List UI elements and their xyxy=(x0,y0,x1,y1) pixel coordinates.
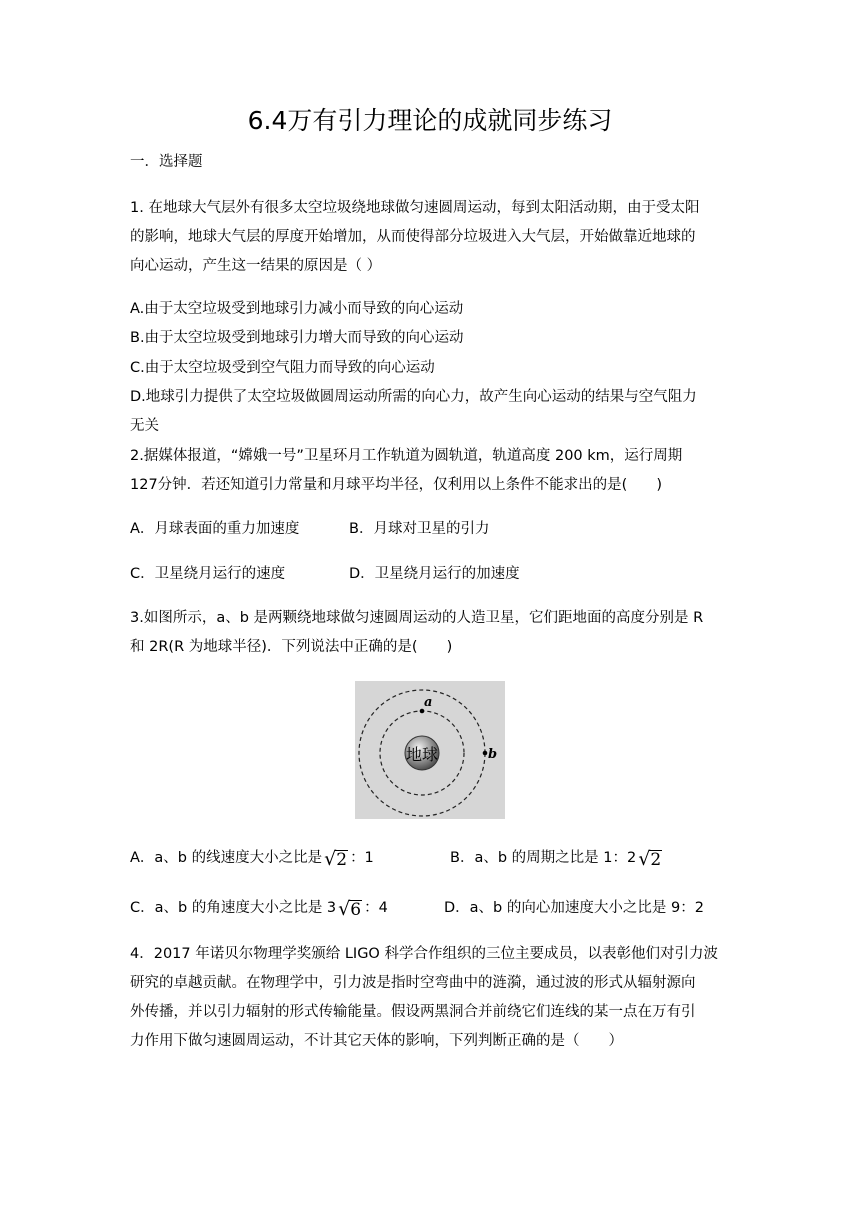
q3-option-c xyxy=(130,898,388,921)
q2-option-c: C．卫星绕月运行的速度 xyxy=(130,566,286,582)
satellite-b-label: b xyxy=(488,747,498,762)
q3-line-1: 3.如图所示，a、b 是两颗绕地球做匀速圆周运动的人造卫星，它们距地面的高度分别是 R xyxy=(130,610,704,626)
q1-option-a: A.由于太空垃圾受到地球引力减小而导致的向心运动 xyxy=(130,301,464,317)
page-title: 6.4万有引力理论的成就同步练习 xyxy=(247,106,613,135)
q3-option-b xyxy=(450,848,664,871)
q1-option-c: C.由于太空垃圾受到空气阻力而导致的向心运动 xyxy=(130,360,435,376)
q2-line-1: 2.据媒体报道，“嫦娥一号”卫星环月工作轨道为圆轨道，轨道高度 200 km，运行周期 xyxy=(130,448,683,464)
q3-option-b-text: B．a、b 的周期之比是 1：2 xyxy=(450,850,637,866)
q3-option-a xyxy=(130,848,374,871)
orbit-diagram xyxy=(355,681,505,819)
q2-line-2: 127分钟．若还知道引力常量和月球平均半径，仅利用以上条件不能求出的是( ) xyxy=(130,477,662,493)
q2-option-a: A．月球表面的重力加速度 xyxy=(130,521,300,537)
q2-option-b: B．月球对卫星的引力 xyxy=(349,521,490,537)
q3-option-c-text: C．a、b 的角速度大小之比是 3 xyxy=(130,900,337,916)
q4-line-3: 外传播，并以引力辐射的形式传输能量。假设两黑洞合并前绕它们连线的某一点在万有引 xyxy=(130,1004,696,1020)
q1-line-1: 1. 在地球大气层外有很多太空垃圾绕地球做匀速圆周运动，每到太阳活动期，由于受太阳 xyxy=(130,200,700,216)
q1-line-2: 的影响，地球大气层的厚度开始增加，从而使得部分垃圾进入大气层，开始做靠近地球的 xyxy=(130,229,696,245)
q1-line-3: 向心运动，产生这一结果的原因是（ ） xyxy=(130,258,382,274)
q3-option-a-text: A．a、b 的线速度大小之比是 xyxy=(130,850,323,866)
sqrt-symbol: √2 xyxy=(638,848,662,870)
sqrt-symbol: √2 xyxy=(324,848,348,870)
q1-option-d-cont: 无关 xyxy=(130,418,159,434)
earth-label: 地球 xyxy=(405,745,439,764)
q3-line-2: 和 2R(R 为地球半径)．下列说法中正确的是( ) xyxy=(130,639,453,655)
q4-line-1: 4．2017 年诺贝尔物理学奖颁给 LIGO 科学合作组织的三位主要成员，以表彰他们对引力波 xyxy=(130,946,718,962)
q3-option-d: D．a、b 的向心加速度大小之比是 9：2 xyxy=(444,900,704,916)
q1-option-d: D.地球引力提供了太空垃圾做圆周运动所需的向心力，故产生向心运动的结果与空气阻力 xyxy=(130,389,697,405)
q3-option-a-ratio: ：1 xyxy=(350,850,374,866)
section-heading: 一．选择题 xyxy=(130,154,203,170)
q2-option-d: D．卫星绕月运行的加速度 xyxy=(349,566,520,582)
q4-line-4: 力作用下做匀速圆周运动，不计其它天体的影响，下列判断正确的是（ ） xyxy=(130,1033,623,1049)
satellite-b xyxy=(483,751,488,756)
orbit-figure xyxy=(355,681,505,819)
q1-option-b: B.由于太空垃圾受到地球引力增大而导致的向心运动 xyxy=(130,330,464,346)
satellite-a-label: a xyxy=(424,695,433,710)
q3-option-c-ratio: ：4 xyxy=(364,900,388,916)
sqrt-symbol: √6 xyxy=(338,898,362,920)
q4-line-2: 研究的卓越贡献。在物理学中，引力波是指时空弯曲中的涟漪，通过波的形式从辐射源向 xyxy=(130,975,696,991)
